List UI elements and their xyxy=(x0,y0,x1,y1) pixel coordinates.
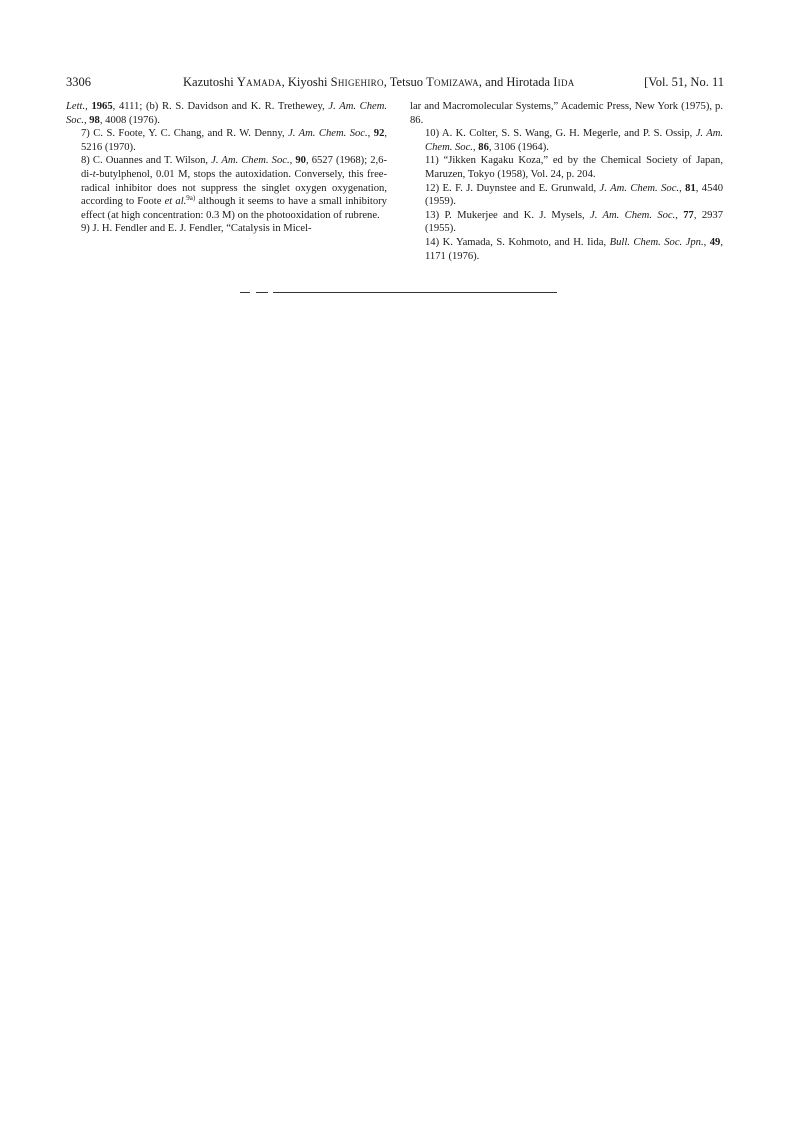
reference-8 xyxy=(66,154,387,222)
volume-number: 92 xyxy=(373,128,385,140)
author-conjunction: and xyxy=(485,75,504,89)
reference-12 xyxy=(410,182,723,209)
author-family: Shigehiro xyxy=(330,75,384,89)
left-column xyxy=(66,100,387,236)
ref-text: K. Yamada, S. Kohmoto, and H. Iida, xyxy=(439,236,610,248)
author-given: Tetsuo xyxy=(389,75,423,89)
ref-text: , 4111; (b) R. S. Davidson and K. R. Trethewey, xyxy=(112,101,329,112)
ref-text: lar and Macromolecular Systems,” Academic Press, New York (1975), p. 86. xyxy=(410,101,723,126)
reference-14 xyxy=(410,236,723,263)
end-rule-segment xyxy=(256,292,268,293)
reference-9 xyxy=(66,222,387,236)
journal-name: Lett. xyxy=(66,101,86,112)
author-line: Kazutoshi Yamada, Kiyoshi Shigehiro, Tetsuo Tomizawa, and Hirotada Iida xyxy=(183,75,575,89)
ref-text: J. H. Fendler and E. J. Fendler, “Catalysis in Micel- xyxy=(89,223,312,235)
author-given: Kiyoshi xyxy=(287,75,328,89)
ref-number: 9) xyxy=(81,223,90,235)
journal-name: Bull. Chem. Soc. Jpn. xyxy=(609,236,704,248)
volume-info: [Vol. 51, No. 11 xyxy=(644,75,724,89)
reference-13 xyxy=(410,209,723,236)
et-al: et al. xyxy=(164,196,187,208)
ref-text: , 3106 (1964). xyxy=(488,141,549,153)
journal-name: J. Am. Chem. Soc. xyxy=(66,101,388,126)
ref-text: , 1171 (1976). xyxy=(425,236,723,262)
ref-text: , xyxy=(367,128,374,140)
journal-name: J. Am. Chem. Soc. xyxy=(599,182,680,194)
volume-number: 49 xyxy=(709,236,721,248)
journal-name: J. Am. Chem. Soc. xyxy=(590,209,676,221)
citation-superscript: 9a) xyxy=(186,194,196,203)
ref-text: C. Ouannes and T. Wilson, xyxy=(89,155,212,167)
reference-continuation xyxy=(66,100,387,127)
volume-number: 98 xyxy=(89,114,100,126)
ref-text: P. Mukerjee and K. J. Mysels, xyxy=(439,209,591,221)
end-rule-segment xyxy=(240,292,250,293)
italic-prefix: t xyxy=(92,168,96,180)
ref-text: -butylphenol, 0.01 M, stops the autoxidation. Conversely, this free-radical inhibitor does not suppress the singlet oxygen oxygenation, according to Foote xyxy=(81,168,387,208)
ref-text: E. F. J. Duynstee and E. Grunwald, xyxy=(439,182,600,194)
volume-number: 1965 xyxy=(91,101,113,112)
volume-number: 90 xyxy=(295,155,306,167)
journal-name: J. Am. Chem. Soc. xyxy=(288,128,368,140)
ref-text: , xyxy=(83,114,90,126)
ref-text: , 2937 (1955). xyxy=(425,209,724,235)
journal-name: J. Am. Chem. Soc. xyxy=(425,128,723,153)
page-number: 3306 xyxy=(66,75,91,89)
ref-text: C. S. Foote, Y. C. Chang, and R. W. Denny, xyxy=(89,128,289,140)
ref-number: 8) xyxy=(81,155,90,167)
end-rule xyxy=(273,292,557,293)
ref-number: 13) xyxy=(425,209,440,221)
author-family: Iida xyxy=(553,75,575,89)
ref-text: , xyxy=(85,101,92,112)
ref-number: 11) xyxy=(425,155,439,167)
ref-text: , 4540 (1959). xyxy=(425,182,723,208)
reference-7 xyxy=(66,127,387,154)
ref-text: A. K. Colter, S. S. Wang, G. H. Megerle, and P. S. Ossip, xyxy=(439,128,696,140)
volume-number: 81 xyxy=(685,182,696,194)
author-given: Kazutoshi xyxy=(183,75,234,89)
volume-number: 77 xyxy=(683,209,694,221)
volume-number: 86 xyxy=(478,141,489,153)
ref-number: 14) xyxy=(425,236,440,248)
ref-text: , 4008 (1976). xyxy=(99,114,160,126)
author-given: Hirotada xyxy=(506,75,551,89)
ref-text: , xyxy=(703,236,710,248)
reference-9-continuation xyxy=(410,100,723,127)
ref-text: although it seems to have a small inhibitory effect (at high concentration: 0.3 M) on the photooxidation of rubrene. xyxy=(81,196,387,221)
ref-text: , 6527 (1968); 2,6-di- xyxy=(81,155,387,180)
author-family: Yamada xyxy=(236,75,282,89)
ref-text: , xyxy=(289,155,296,167)
reference-11 xyxy=(410,154,723,181)
ref-text: , xyxy=(675,209,684,221)
right-column xyxy=(410,100,723,263)
journal-name: J. Am. Chem. Soc. xyxy=(211,155,290,167)
ref-text: “Jikken Kagaku Koza,” ed by the Chemical Society of Japan, Maruzen, Tokyo (1958), Vol. 24, p. 204. xyxy=(425,155,723,180)
ref-number: 12) xyxy=(425,182,440,194)
reference-10 xyxy=(410,127,723,154)
running-header xyxy=(66,74,724,90)
ref-number: 10) xyxy=(425,128,440,140)
ref-text: , xyxy=(472,141,479,153)
ref-number: 7) xyxy=(81,128,90,140)
author-family: Tomizawa xyxy=(426,75,479,89)
ref-text: , 5216 (1970). xyxy=(81,128,388,153)
ref-text: , xyxy=(679,182,686,194)
